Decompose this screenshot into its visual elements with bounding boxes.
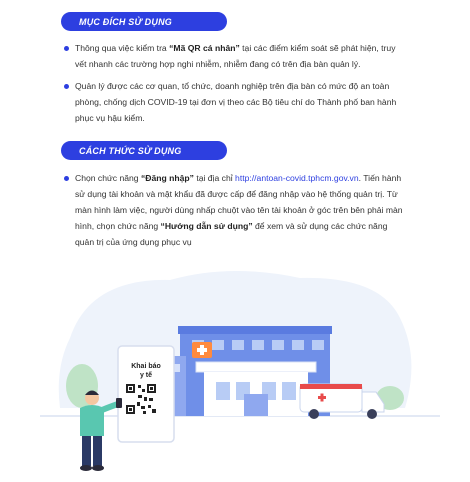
section-title-usage: CÁCH THỨC SỬ DỤNG [61, 141, 227, 160]
section-title-purpose: MỤC ĐÍCH SỬ DỤNG [61, 12, 227, 31]
bullet-dot [64, 176, 69, 181]
illustration [0, 258, 470, 482]
list-item [64, 170, 404, 250]
bullet-text: Quản lý được các cơ quan, tổ chức, doanh nghiệp trên địa bàn có mức độ an toàn phòng, chống dịch COVID-19 tại đơn vị theo các Bộ tiêu chí do Thành phố ban hành phục vụ hậu kiểm. [75, 81, 397, 123]
health-declaration-kiosk [118, 346, 174, 442]
list-item [64, 78, 404, 126]
bullet-text: Chọn chức năng “Đăng nhập” tại địa chỉ http://antoan-covid.tphcm.gov.vn. Tiến hành sử dụng tài khoản và mật khẩu đã được cấp để đăng nhập vào hệ thống quản trị. Từ màn hình làm việc, người dùng nhấp chuột vào tên tài khoản ở góc trên bên phải màn hình, chọn chức năng “Hướng dẫn sử dụng” để xem và sử dụng các chức năng quản trị của ứng dụng phục vụ [75, 173, 403, 247]
kiosk-label-line1: Khai báo [131, 363, 161, 370]
bullet-dot [64, 84, 69, 89]
login-url-link[interactable]: http://antoan-covid.tphcm.gov.vn [235, 173, 359, 183]
bullet-text: Thông qua việc kiểm tra “Mã QR cá nhân” tại các điểm kiểm soát sẽ phát hiện, truy vết nhanh các trường hợp nghi nhiễm, nhiễm đang có trên địa bàn quản lý. [75, 43, 396, 69]
kiosk-label-line2: y tế [139, 372, 153, 379]
list-item [64, 40, 404, 72]
bullet-dot [64, 46, 69, 51]
qr-code-icon [126, 384, 156, 414]
medical-cross-icon [192, 342, 212, 358]
